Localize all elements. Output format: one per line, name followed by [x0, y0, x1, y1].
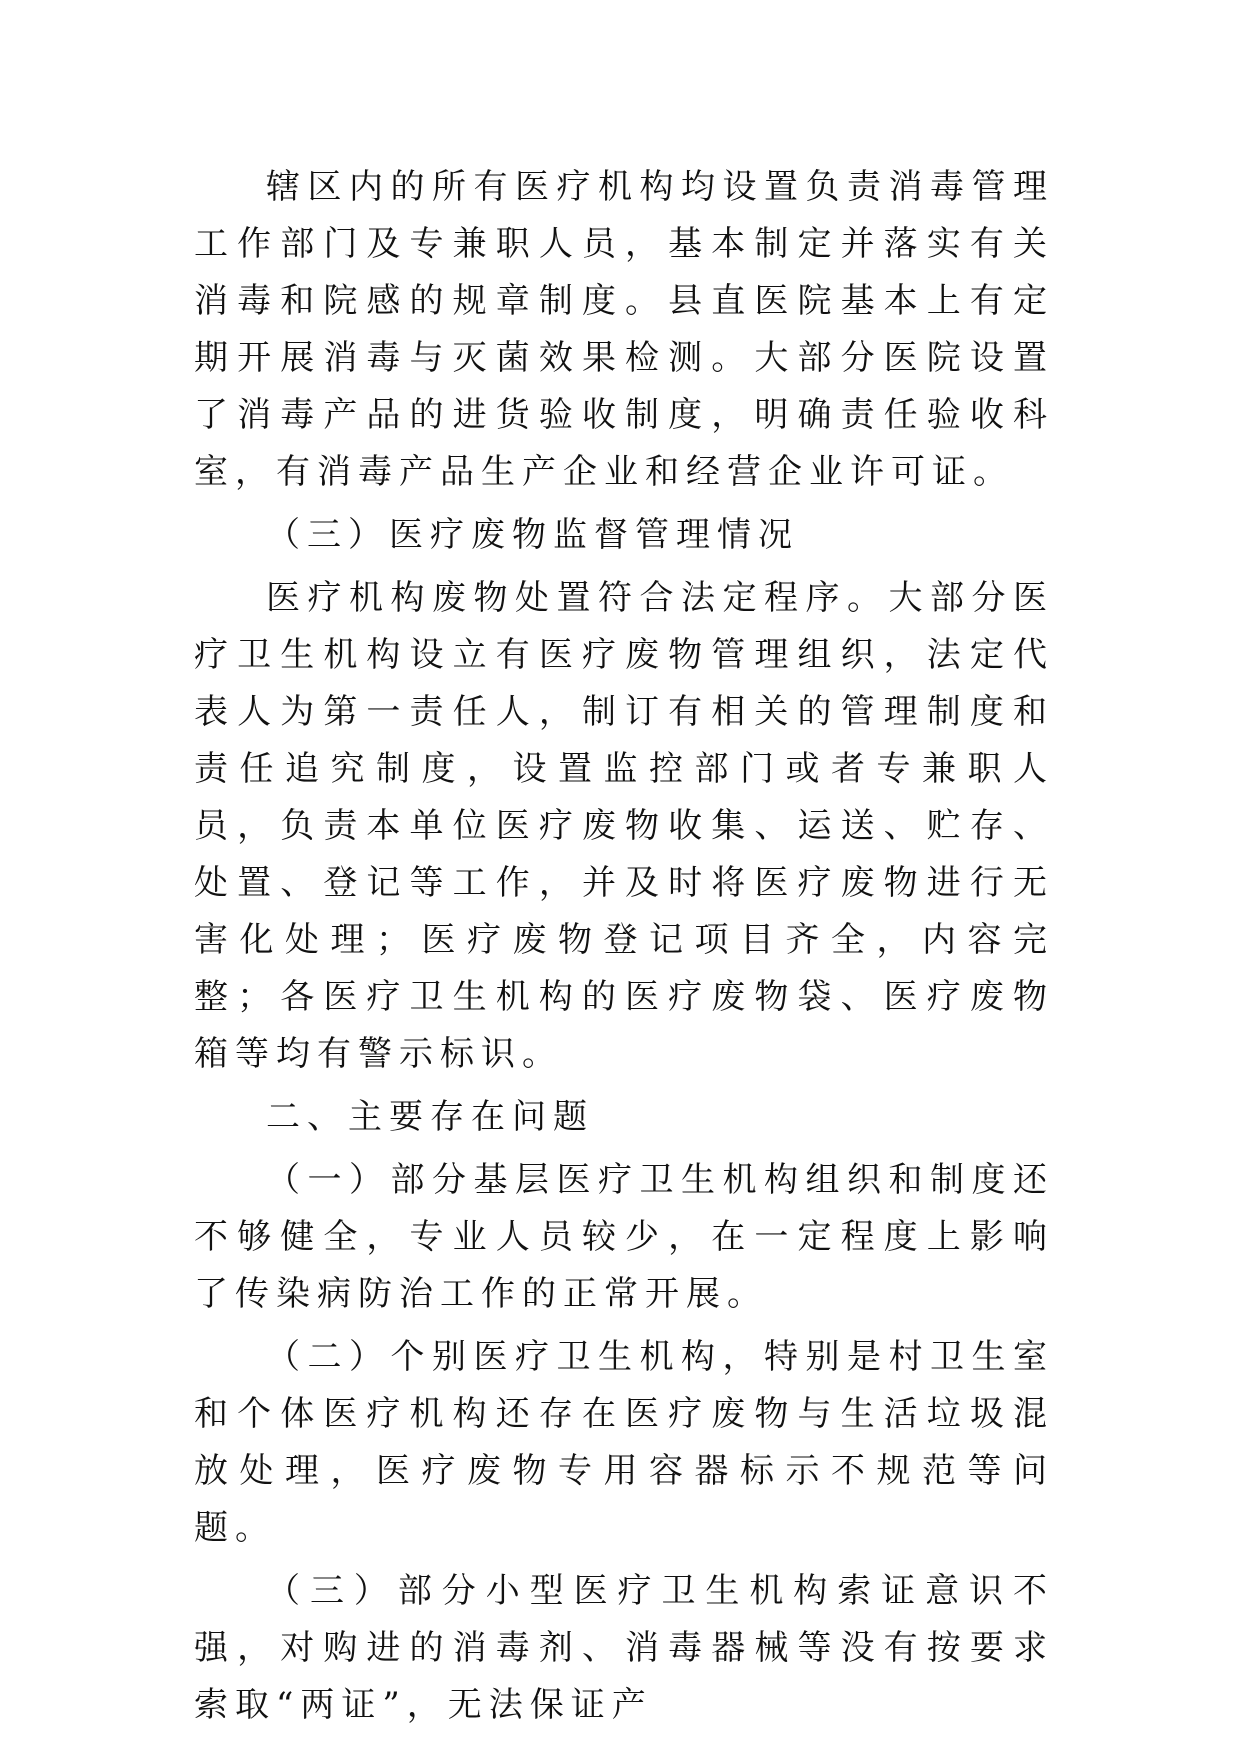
paragraph-disinfection-management: 辖区内的所有医疗机构均设置负责消毒管理工作部门及专兼职人员，基本制定并落实有关消毒和院感的规章制度。县直医院基本上有定期开展消毒与灭菌效果检测。大部分医院设置了消毒产品的进货验收制度，明确责任验收科室，有消毒产品生产企业和经营企业许可证。 [194, 167, 1054, 492]
paragraph-problem-three: （三）部分小型医疗卫生机构索证意识不强，对购进的消毒剂、消毒器械等没有按要求索取“两证”，无法保证产 [194, 1571, 1054, 1725]
document-body [194, 159, 1054, 1740]
section-heading-medical-waste: （三）医疗废物监督管理情况 [266, 515, 799, 555]
paragraph-medical-waste-disposal: 医疗机构废物处置符合法定程序。大部分医疗卫生机构设立有医疗废物管理组织，法定代表人为第一责任人，制订有相关的管理制度和责任追究制度，设置监控部门或者专兼职人员，负责本单位医疗废物收集、运送、贮存、处置、登记等工作，并及时将医疗废物进行无害化处理；医疗废物登记项目齐全，内容完整；各医疗卫生机构的医疗废物袋、医疗废物箱等均有警示标识。 [194, 578, 1054, 1074]
section-heading-main-problems: 二、主要存在问题 [266, 1097, 594, 1137]
paragraph-problem-two: （二）个别医疗卫生机构，特别是村卫生室和个体医疗机构还存在医疗废物与生活垃圾混放处理，医疗废物专用容器标示不规范等问题。 [194, 1337, 1054, 1548]
paragraph-problem-one: （一）部分基层医疗卫生机构组织和制度还不够健全，专业人员较少，在一定程度上影响了传染病防治工作的正常开展。 [194, 1160, 1054, 1314]
